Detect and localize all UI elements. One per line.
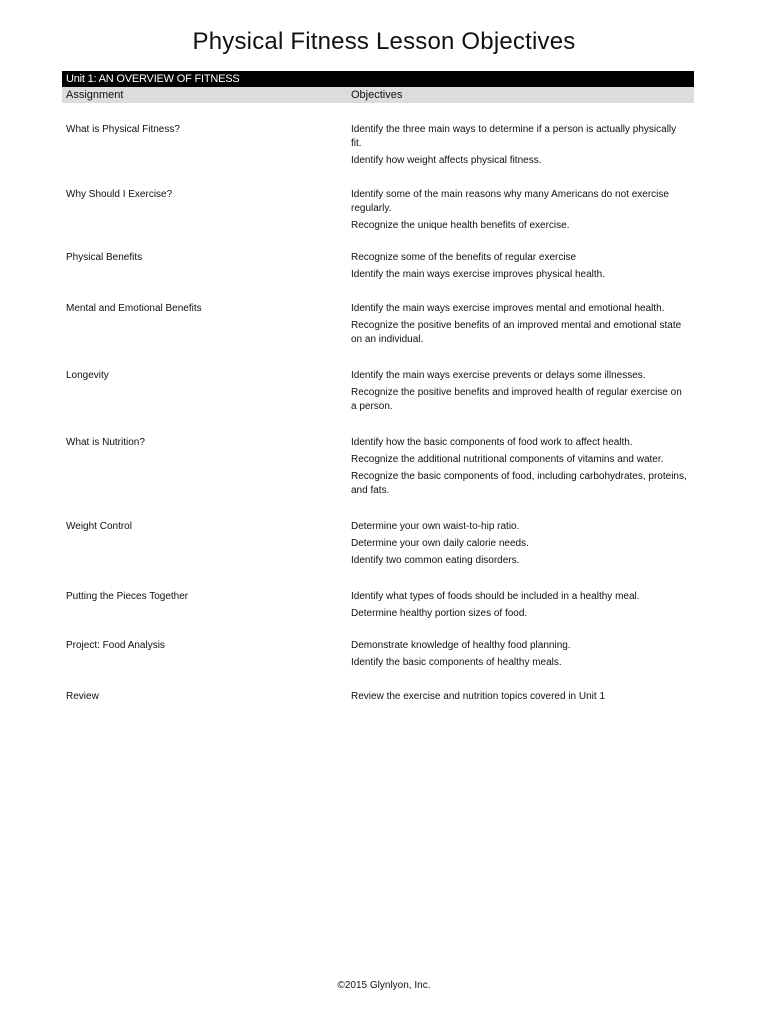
table-row xyxy=(62,369,694,414)
objective-item: Determine your own waist-to-hip ratio. xyxy=(351,521,520,532)
objectives-cell xyxy=(351,251,694,282)
objectives-cell xyxy=(351,302,694,347)
assignment-cell: Why Should I Exercise? xyxy=(66,189,173,200)
table-row xyxy=(62,251,694,282)
assignment-cell: Longevity xyxy=(66,370,109,381)
objective-item: Demonstrate knowledge of healthy food planning. xyxy=(351,640,571,651)
unit-header: Unit 1: AN OVERVIEW OF FITNESS xyxy=(62,71,694,87)
assignment-cell: Project: Food Analysis xyxy=(66,640,165,651)
objective-item: Determine your own daily calorie needs. xyxy=(351,538,529,549)
objective-item: Identify the main ways exercise prevents or delays some illnesses. xyxy=(351,370,646,381)
objective-item: Identify how weight affects physical fitness. xyxy=(351,155,542,166)
objective-item: Identify the main ways exercise improves mental and emotional health. xyxy=(351,303,665,314)
objectives-cell xyxy=(351,590,694,621)
objective-item: Recognize the positive benefits and improved health of regular exercise on a person. xyxy=(351,387,682,412)
table-row xyxy=(62,520,694,568)
table-row xyxy=(62,690,694,704)
objective-item: Identify some of the main reasons why many Americans do not exercise regularly. xyxy=(351,189,669,214)
objective-item: Recognize the additional nutritional components of vitamins and water. xyxy=(351,454,664,465)
table-row xyxy=(62,590,694,621)
objective-item: Identify the three main ways to determine if a person is actually physically fit. xyxy=(351,124,677,149)
assignment-cell: Putting the Pieces Together xyxy=(66,591,189,602)
objective-item: Review the exercise and nutrition topics covered in Unit 1 xyxy=(351,691,606,702)
assignment-cell: What is Nutrition? xyxy=(66,437,145,448)
objective-item: Recognize the positive benefits of an improved mental and emotional state on an individual. xyxy=(351,320,682,345)
page-title: Physical Fitness Lesson Objectives xyxy=(192,28,576,55)
table-header xyxy=(62,87,694,103)
assignment-cell: Weight Control xyxy=(66,521,132,532)
objectives-column-header: Objectives xyxy=(351,89,403,101)
assignment-cell: What is Physical Fitness? xyxy=(66,124,180,135)
objectives-cell xyxy=(351,690,694,704)
objective-item: Determine healthy portion sizes of food. xyxy=(351,608,528,619)
objectives-cell xyxy=(351,639,694,670)
objective-item: Identify the main ways exercise improves physical health. xyxy=(351,269,606,280)
objective-item: Identify what types of foods should be included in a healthy meal. xyxy=(351,591,640,602)
table-row xyxy=(62,302,694,347)
copyright-footer: ©2015 Glynlyon, Inc. xyxy=(337,980,431,991)
table-body xyxy=(62,123,694,704)
objective-item: Identify how the basic components of food work to affect health. xyxy=(351,437,633,448)
table-row xyxy=(62,188,694,233)
table-row xyxy=(62,123,694,168)
objective-item: Recognize the basic components of food, including carbohydrates, proteins, and fats. xyxy=(351,471,687,496)
objective-item: Identify the basic components of healthy meals. xyxy=(351,657,562,668)
assignment-cell: Mental and Emotional Benefits xyxy=(66,303,202,314)
objectives-cell xyxy=(351,123,694,168)
objectives-table xyxy=(62,71,694,704)
objectives-cell xyxy=(351,436,694,498)
table-row xyxy=(62,639,694,670)
objective-item: Identify two common eating disorders. xyxy=(351,555,520,566)
assignment-cell: Physical Benefits xyxy=(66,252,143,263)
objective-item: Recognize the unique health benefits of exercise. xyxy=(351,220,570,231)
objectives-cell xyxy=(351,520,694,568)
objectives-cell xyxy=(351,188,694,233)
table-row xyxy=(62,436,694,498)
objectives-cell xyxy=(351,369,694,414)
assignment-cell: Review xyxy=(66,691,99,702)
assignment-column-header: Assignment xyxy=(66,89,124,101)
objective-item: Recognize some of the benefits of regular exercise xyxy=(351,252,577,263)
